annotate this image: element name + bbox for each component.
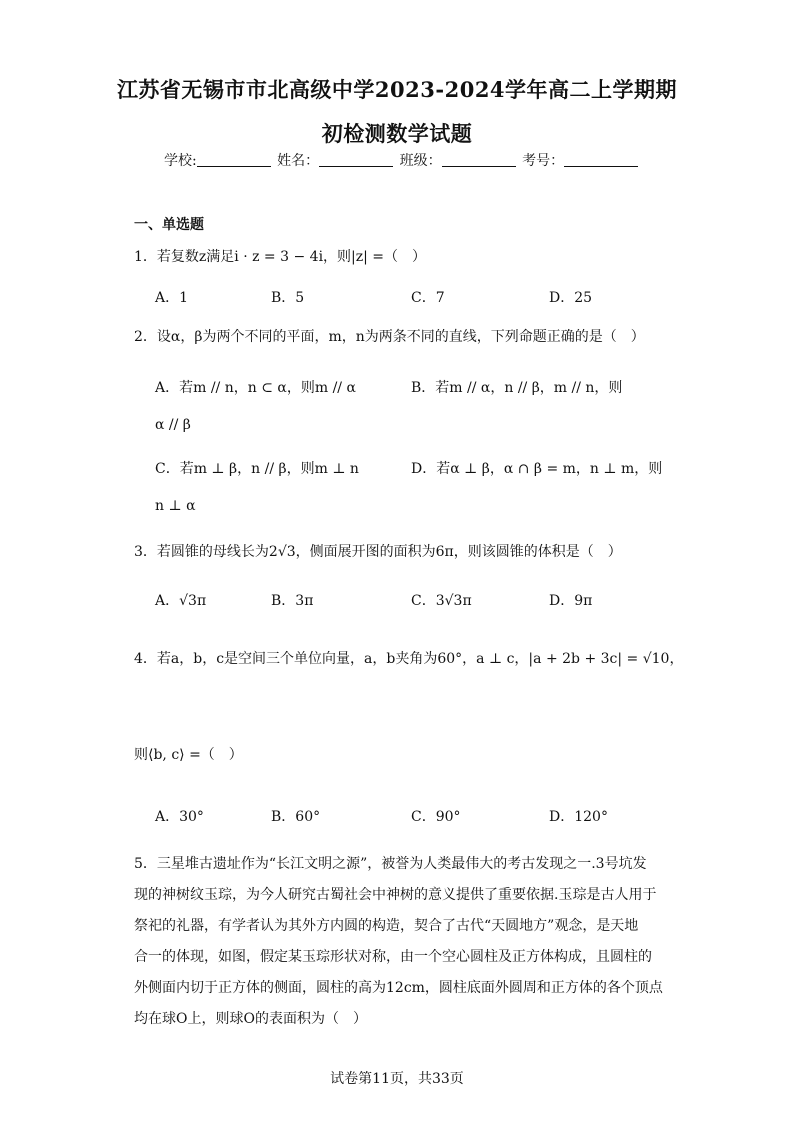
school-blank [197, 152, 271, 167]
question-4-stem-continued: 则⟨b, c⟩ =（ ） [134, 747, 243, 763]
question-5-line-3: 祭祀的礼器，有学者认为其外方内圆的构造，契合了古代“天圆地方”观念，是天地 [134, 918, 639, 934]
question-2-stem: 2．设α，β为两个不同的平面，m，n为两条不同的直线，下列命题正确的是（ ） [134, 329, 645, 345]
question-2-option-d: D．若α ⊥ β，α ∩ β = m，n ⊥ m，则 [411, 461, 663, 477]
question-3-option-d: D．9π [549, 593, 593, 609]
exam-number-label: 考号： [522, 153, 565, 169]
question-5-line-4: 合一的体现，如图，假定某玉琮形状对称，由一个空心圆柱及正方体构成，且圆柱的 [134, 949, 652, 965]
question-4-option-d: D．120° [549, 809, 608, 825]
student-info-line [164, 150, 640, 170]
name-label: 姓名： [277, 153, 320, 169]
question-3-option-a: A．√3π [155, 593, 207, 609]
school-label: 学校: [164, 153, 197, 169]
class-label: 班级： [399, 153, 442, 169]
question-3-stem: 3．若圆锥的母线长为2√3，侧面展开图的面积为6π，则该圆锥的体积是（ ） [134, 544, 622, 560]
question-5-line-2: 现的神树纹玉琮，为今人研究古蜀社会中神树的意义提供了重要依据.玉琮是古人用于 [134, 887, 657, 903]
question-1-stem: 1．若复数z满足i · z = 3 − 4i，则|z| =（ ） [134, 249, 427, 265]
class-blank [442, 152, 516, 167]
question-5-line-5: 外侧面内切于正方体的侧面，圆柱的高为12cm，圆柱底面外圆周和正方体的各个顶点 [134, 980, 663, 996]
question-1-option-b: B．5 [271, 290, 305, 306]
question-4-option-c: C．90° [411, 809, 461, 825]
document-title-line-2: 初检测数学试题 [321, 121, 473, 146]
question-2-option-a: A．若m // n，n ⊂ α，则m // α [155, 380, 356, 396]
name-blank [319, 152, 393, 167]
document-title-line-1: 江苏省无锡市市北高级中学2023-2024学年高二上学期期 [116, 77, 678, 102]
question-1-option-a: A．1 [155, 290, 189, 306]
question-2-option-b-continued: α // β [155, 417, 191, 433]
section-title: 一、单选题 [134, 217, 204, 233]
question-2-option-b: B．若m // α，n // β，m // n，则 [411, 380, 623, 396]
question-4-option-b: B．60° [271, 809, 321, 825]
question-2-option-d-continued: n ⊥ α [155, 498, 196, 514]
question-3-option-c: C．3√3π [411, 593, 472, 609]
question-2-option-c: C．若m ⊥ β，n // β，则m ⊥ n [155, 461, 359, 477]
exam-number-blank [564, 152, 638, 167]
question-4-stem: 4．若a，b，c是空间三个单位向量，a，b夹角为60°，a ⊥ c，|a + 2b + 3c| = √10， [134, 651, 684, 667]
question-3-option-b: B．3π [271, 593, 314, 609]
question-5-line-6: 均在球O上，则球O的表面积为（ ） [134, 1011, 367, 1027]
question-4-option-a: A．30° [155, 809, 204, 825]
question-1-option-c: C．7 [411, 290, 445, 306]
question-5-line-1: 5．三星堆古遗址作为“长江文明之源”，被誉为人类最伟大的考古发现之一.3号坑发 [134, 856, 647, 872]
page-footer: 试卷第11页，共33页 [330, 1071, 464, 1087]
question-1-option-d: D．25 [549, 290, 593, 306]
